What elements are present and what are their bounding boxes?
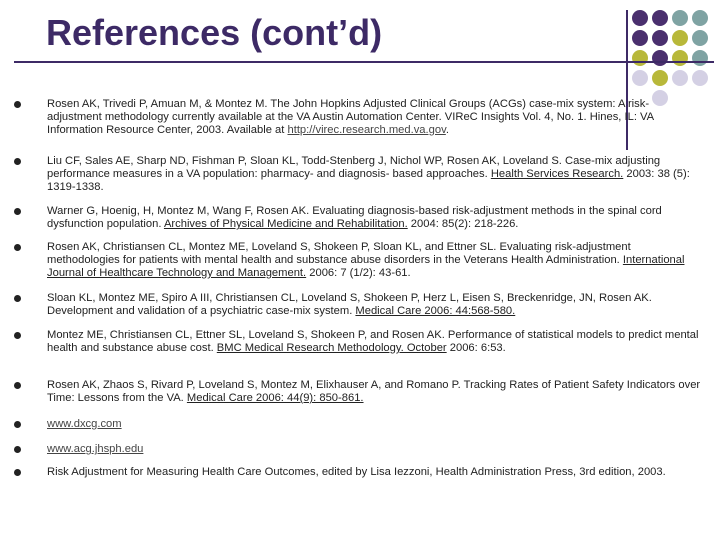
reference-text-part: Sloan KL, Montez ME, Spiro A III, Christiansen CL, Loveland S, Shokeen P, Herz L, Eisen S, Breckenridge, JN, Rosen AK. Development and validation of a psychiatric case-mix system. bbox=[47, 292, 652, 317]
decorative-dot bbox=[672, 50, 688, 66]
reference-text-part: Rosen AK, Zhaos S, Rivard P, Loveland S, Montez M, Elixhauser A, and Romano P. Tracking Rates of Patient Safety Indicators over Time: Lessons from the VA. bbox=[47, 379, 701, 404]
reference-text bbox=[47, 329, 702, 355]
bullet-icon bbox=[14, 382, 21, 389]
decorative-dot bbox=[672, 70, 688, 86]
reference-text-part: Liu CF, Sales AE, Sharp ND, Fishman P, Sloan KL, Todd-Stenberg J, Nichol WP, Rosen AK, Loveland S. Case-mix adjusting performance measures in a VA population: pharmacy- and diagnosis- based approaches. bbox=[47, 155, 661, 180]
slide-title: References (cont’d) bbox=[46, 12, 383, 53]
reference-text bbox=[47, 418, 702, 431]
reference-text bbox=[47, 98, 702, 137]
journal-title: Medical Care 2006: 44(9): 850-861. bbox=[186, 392, 364, 404]
reference-text-part: 2006: 6:53. bbox=[446, 342, 506, 354]
decorative-dot bbox=[632, 10, 648, 26]
horizontal-divider-line bbox=[14, 61, 714, 63]
decorative-dot bbox=[652, 70, 668, 86]
decorative-dot bbox=[692, 30, 708, 46]
journal-title: Medical Care 2006: 44:568-580. bbox=[355, 305, 516, 317]
bullet-icon bbox=[14, 208, 21, 215]
dxcg-link[interactable]: www.dxcg.com bbox=[47, 418, 122, 430]
bullet-icon bbox=[14, 244, 21, 251]
reference-text-part: 2003: 38 (5): 1319-1338. bbox=[47, 168, 690, 193]
acg-link[interactable]: www.acg.jhsph.edu bbox=[47, 443, 144, 455]
reference-text bbox=[47, 466, 702, 479]
reference-text-part: Risk Adjustment for Measuring Health Care Outcomes, edited by Lisa Iezzoni, Health Administration Press, 3rd edition, 2003. bbox=[47, 466, 666, 478]
reference-text-part: . bbox=[445, 124, 449, 136]
bullet-icon bbox=[14, 469, 21, 476]
decorative-dot bbox=[692, 70, 708, 86]
decorative-dot bbox=[632, 50, 648, 66]
reference-text-part: Warner G, Hoenig, H, Montez M, Wang F, Rosen AK. Evaluating diagnosis-based risk-adjustment methods in the spinal cord dysfunction population. bbox=[47, 205, 662, 230]
decorative-dot bbox=[632, 30, 648, 46]
journal-title: BMC Medical Research Methodology. October bbox=[216, 342, 447, 354]
journal-title: International Journal of Healthcare Technology and Management. bbox=[47, 254, 685, 279]
bullet-icon bbox=[14, 421, 21, 428]
decorative-dot bbox=[652, 50, 668, 66]
reference-text bbox=[47, 155, 702, 194]
reference-text bbox=[47, 379, 702, 405]
journal-title: Archives of Physical Medicine and Rehabilitation. bbox=[163, 218, 408, 230]
decorative-dot bbox=[652, 10, 668, 26]
reference-text-part: Rosen AK, Trivedi P, Amuan M, & Montez M. The John Hopkins Adjusted Clinical Groups (ACGs) case-mix system: A risk-adjustment methodology currently available at the VA Austin Automation Center. VIReC Insights Vol. 4, No. 1. Hines, IL: VA Information Resource Center, 2003. Available at bbox=[47, 98, 654, 136]
reference-text bbox=[47, 241, 702, 280]
reference-text-part: 2004: 85(2): 218-226. bbox=[407, 218, 519, 230]
bullet-icon bbox=[14, 158, 21, 165]
reference-text-part: Rosen AK, Christiansen CL, Montez ME, Loveland S, Shokeen P, Sloan KL, and Ettner SL. Evaluating risk-adjustment methodologies for patients with mental health and substance abuse disorders in the Veterans Health Administration. bbox=[47, 241, 631, 266]
reference-text-part: 2006: 7 (1/2): 43-61. bbox=[306, 267, 411, 279]
bullet-icon bbox=[14, 446, 21, 453]
reference-text bbox=[47, 205, 702, 231]
decorative-dot bbox=[672, 30, 688, 46]
bullet-icon bbox=[14, 101, 21, 108]
decorative-dot bbox=[652, 30, 668, 46]
decorative-dot bbox=[692, 10, 708, 26]
reference-text bbox=[47, 292, 702, 318]
reference-text bbox=[47, 443, 702, 456]
virec-link[interactable]: http://virec.research.med.va.gov bbox=[287, 124, 446, 136]
journal-title: Health Services Research. bbox=[490, 168, 624, 180]
bullet-icon bbox=[14, 295, 21, 302]
reference-text-part: Montez ME, Christiansen CL, Ettner SL, Loveland S, Shokeen P, and Rosen AK. Performance of statistical models to predict mental health and substance abuse cost. bbox=[47, 329, 699, 354]
decorative-dot bbox=[632, 70, 648, 86]
decorative-dot bbox=[692, 50, 708, 66]
decorative-dot bbox=[672, 10, 688, 26]
bullet-icon bbox=[14, 332, 21, 339]
